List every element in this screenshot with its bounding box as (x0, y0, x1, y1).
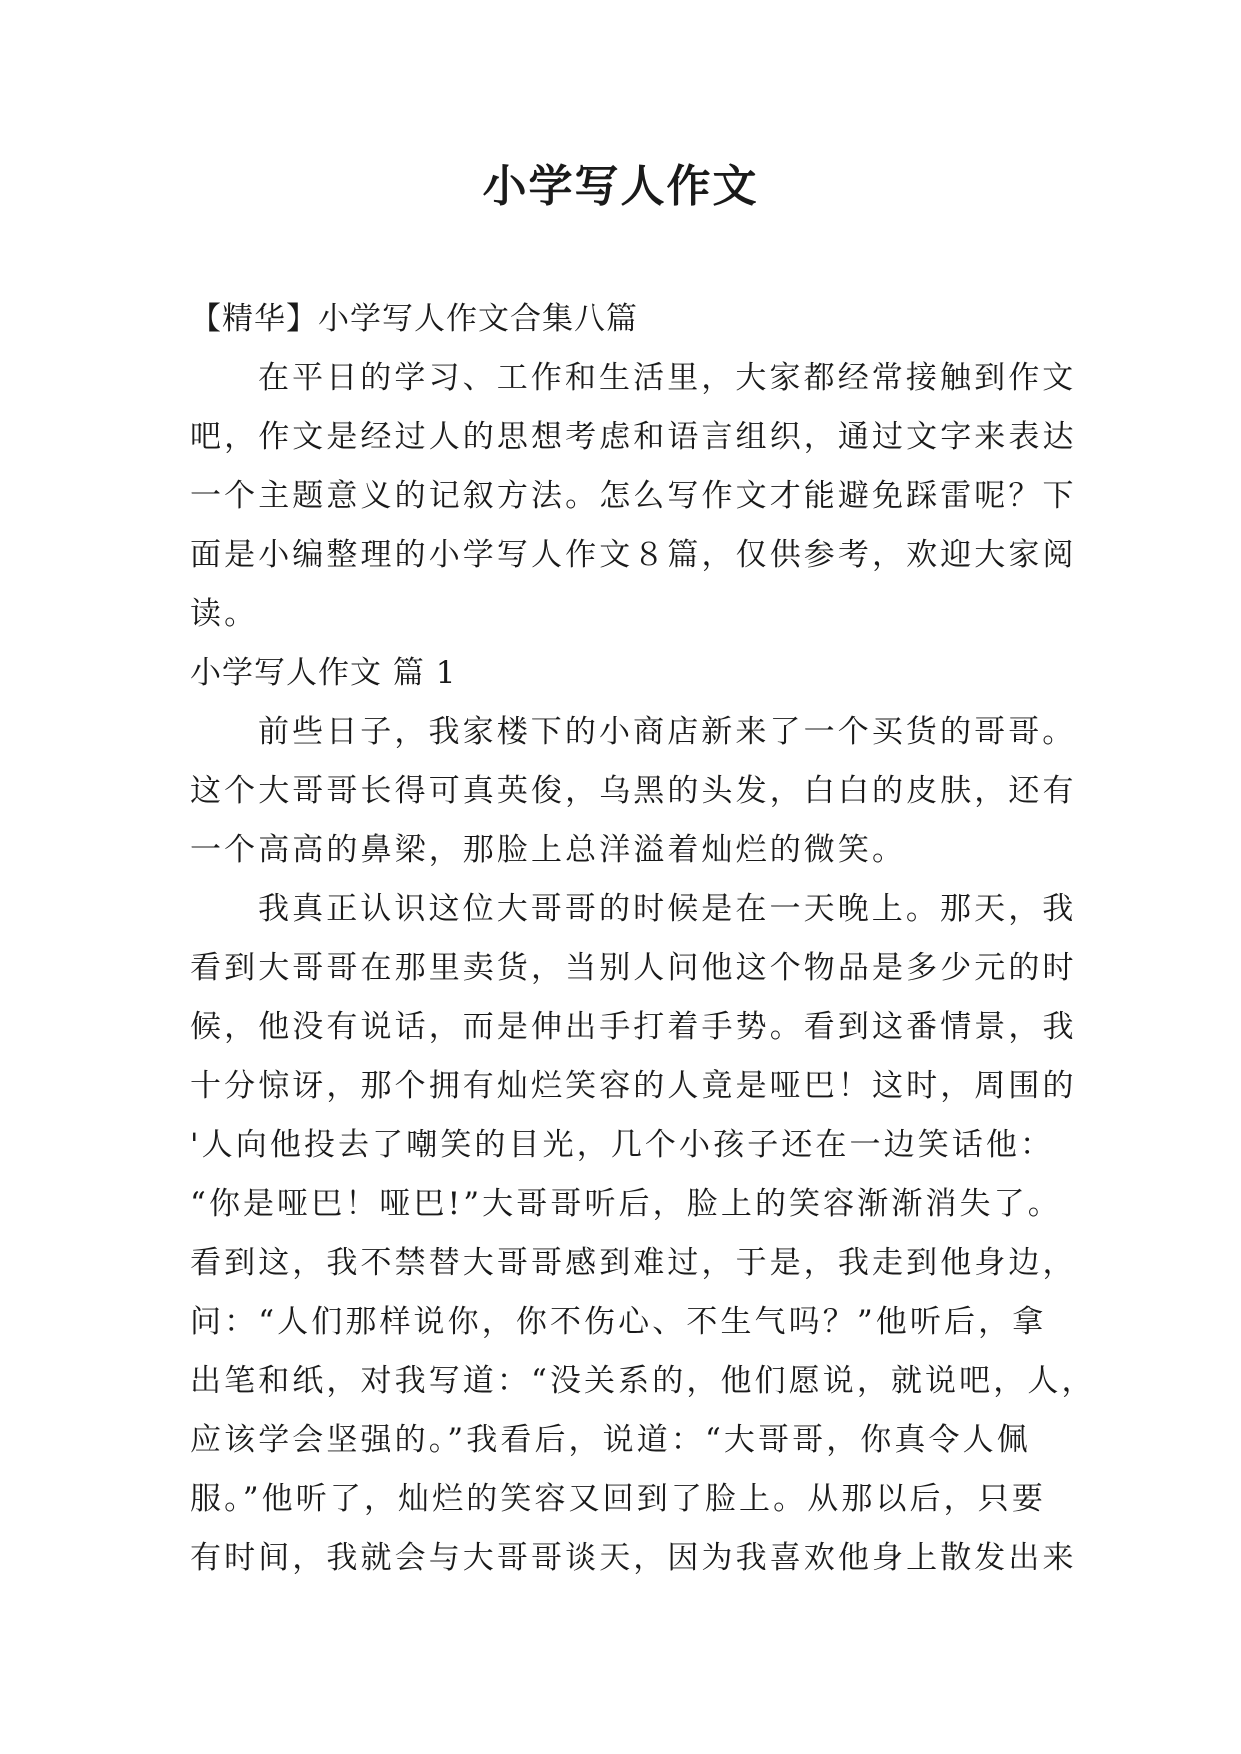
paragraph-line: “你是哑巴！哑巴!”大哥哥听后，脸上的笑容渐渐消失了。 (190, 1186, 1062, 1222)
intro-line: 在平日的学习、工作和生活里，大家都经常接触到作文 (258, 360, 1077, 396)
section-heading: 小学写人作文 篇 1 (190, 655, 457, 691)
paragraph-line: 看到大哥哥在那里卖货，当别人问他这个物品是多少元的时 (190, 950, 1077, 986)
paragraph-line: '人向他投去了嘲笑的目光，几个小孩子还在一边笑话他： (190, 1127, 1055, 1163)
paragraph-line: 这个大哥哥长得可真英俊，乌黑的头发，白白的皮肤，还有 (190, 773, 1077, 809)
paragraph-line: 应该学会坚强的。”我看后，说道：“大哥哥，你真令人佩 (190, 1422, 1031, 1458)
paragraph-line: 我真正认识这位大哥哥的时候是在一天晚上。那天，我 (258, 891, 1077, 927)
intro-line: 读。 (190, 596, 259, 632)
paragraph-line: 看到这，我不禁替大哥哥感到难过，于是，我走到他身边， (190, 1245, 1077, 1281)
paragraph-line: 问：“人们那样说你，你不伤心、不生气吗？”他听后，拿 (190, 1304, 1047, 1340)
paragraph-line: 服。”他听了，灿烂的笑容又回到了脸上。从那以后，只要 (190, 1481, 1046, 1517)
document-title: 小学写人作文 (482, 161, 759, 212)
paragraph-line: 一个高高的鼻梁，那脸上总洋溢着灿烂的微笑。 (190, 832, 907, 868)
intro-line: 面是小编整理的小学写人作文８篇，仅供参考，欢迎大家阅 (190, 537, 1077, 573)
paragraph-line: 有时间，我就会与大哥哥谈天，因为我喜欢他身上散发出来 (190, 1540, 1077, 1576)
paragraph-line: 候，他没有说话，而是伸出手打着手势。看到这番情景，我 (190, 1009, 1077, 1045)
paragraph-line: 出笔和纸，对我写道：“没关系的，他们愿说，就说吧，人， (190, 1363, 1096, 1399)
intro-line: 吧，作文是经过人的思想考虑和语言组织，通过文字来表达 (190, 419, 1077, 455)
paragraph-line: 十分惊讶，那个拥有灿烂笑容的人竟是哑巴！这时，周围的 (190, 1068, 1077, 1104)
document-body (190, 290, 1096, 1588)
paragraph-line: 前些日子，我家楼下的小商店新来了一个买货的哥哥。 (258, 714, 1077, 750)
document-subtitle: 【精华】小学写人作文合集八篇 (190, 301, 638, 337)
intro-line: 一个主题意义的记叙方法。怎么写作文才能避免踩雷呢？下 (190, 478, 1077, 514)
